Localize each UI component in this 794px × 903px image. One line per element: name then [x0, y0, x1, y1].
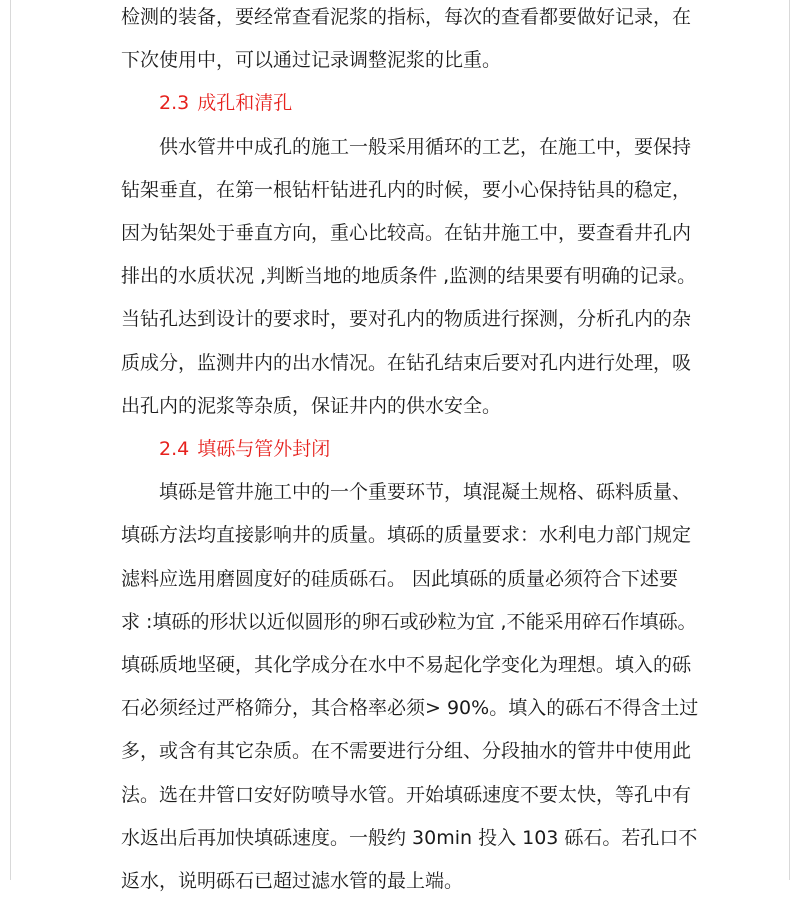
paragraph-line: 返水，说明砾石已超过滤水管的最上端。 — [121, 870, 464, 893]
paragraph-line: 填砾质地坚硬，其化学成分在水中不易起化学变化为理想。填入的砾 — [121, 654, 692, 677]
section-heading — [121, 428, 683, 471]
paragraph-line: 滤料应选用磨圆度好的硅质砾石。 因此填砾的质量必须符合下述要 — [121, 567, 679, 590]
paragraph-line: 供水管井中成孔的施工一般采用循环的工艺，在施工中，要保持 — [159, 135, 692, 158]
document-body — [121, 0, 699, 903]
section-title: 成孔和清孔 — [197, 92, 293, 115]
page-edge-left — [10, 0, 11, 880]
paragraph-line: 下次使用中，可以通过记录调整泥浆的比重。 — [121, 49, 502, 72]
paragraph-line: 当钻孔达到设计的要求时，要对孔内的物质进行探测，分析孔内的杂 — [121, 308, 692, 331]
paragraph-line: 水返出后再加快填砾速度。一般约 30min 投入 103 砾石。若孔口不 — [121, 826, 698, 849]
paragraph-line: 石必须经过严格筛分，其合格率必须> 90%。填入的砾石不得含土过 — [121, 697, 699, 720]
page-edge-right — [789, 0, 790, 880]
body-paragraph — [121, 0, 692, 82]
body-paragraph — [121, 471, 699, 903]
paragraph-line: 质成分，监测井内的出水情况。在钻孔结束后要对孔内进行处理，吸 — [121, 351, 692, 374]
paragraph-line: 出孔内的泥浆等杂质，保证井内的供水安全。 — [121, 394, 502, 417]
paragraph-line: 多，或含有其它杂质。在不需要进行分组、分段抽水的管井中使用此 — [121, 740, 692, 763]
section-heading — [121, 82, 683, 125]
paragraph-line: 填砾是管井施工中的一个重要环节，填混凝土规格、砾料质量、 — [159, 481, 692, 504]
paragraph-line: 检测的装备，要经常查看泥浆的指标，每次的查看都要做好记录，在 — [121, 6, 692, 28]
section-number: 2.3 — [159, 92, 190, 115]
paragraph-line: 排出的水质状况 ,判断当地的地质条件 ,监测的结果要有明确的记录。 — [121, 265, 697, 288]
paragraph-line: 求 :填砾的形状以近似圆形的卵石或砂粒为宜 ,不能采用碎石作填砾。 — [121, 610, 697, 633]
body-paragraph — [121, 126, 697, 428]
paragraph-line: 填砾方法均直接影响井的质量。填砾的质量要求：水利电力部门规定 — [121, 524, 692, 547]
paragraph-line: 钻架垂直，在第一根钻杆钻进孔内的时候，要小心保持钻具的稳定， — [121, 178, 692, 201]
section-title: 填砾与管外封闭 — [197, 438, 331, 461]
paragraph-line: 因为钻架处于垂直方向，重心比较高。在钻井施工中，要查看井孔内 — [121, 222, 692, 245]
paragraph-line: 法。选在井管口安好防喷导水管。开始填砾速度不要太快，等孔中有 — [121, 783, 692, 806]
section-number: 2.4 — [159, 438, 190, 461]
